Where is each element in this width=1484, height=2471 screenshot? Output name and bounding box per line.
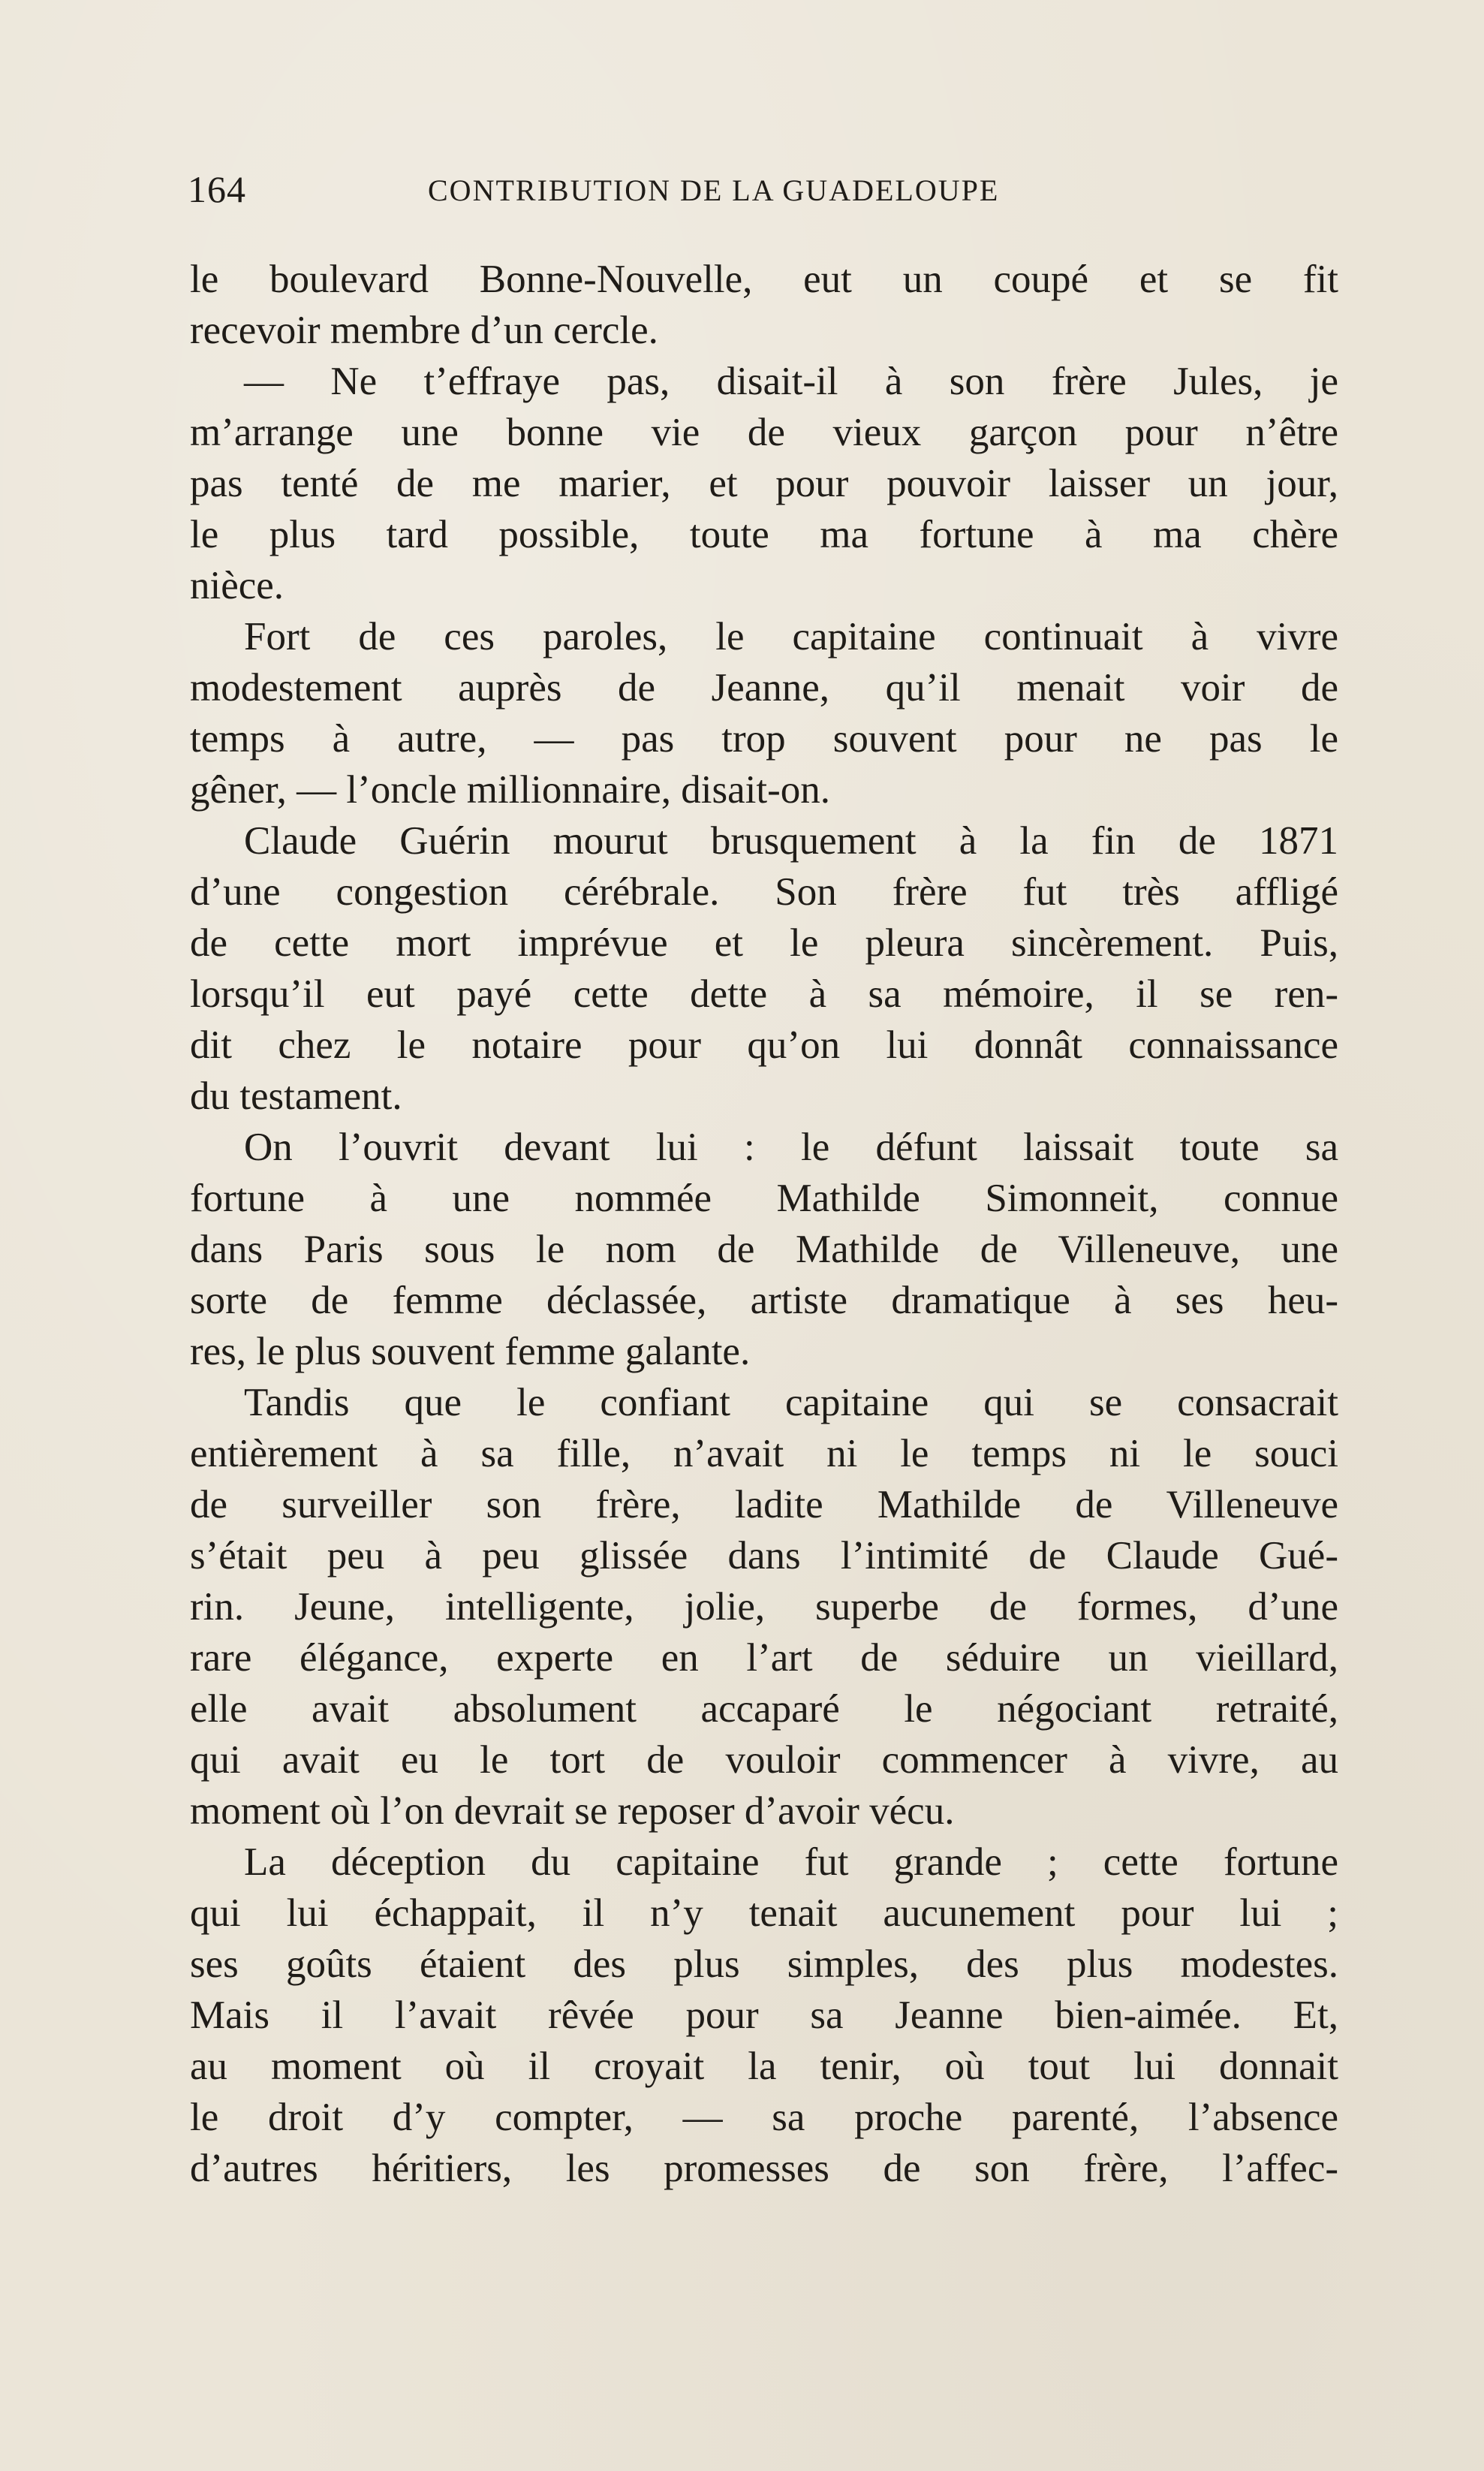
text-line: entièrement à sa fille, n’avait ni le temps ni le souci [190,1432,1338,1475]
text-line: lorsqu’il eut payé cette dette à sa mémoire, il se ren- [190,972,1338,1016]
text-line: ses goûts étaient des plus simples, des plus modestes. [190,1942,1338,1986]
text-line: le droit d’y compter, — sa proche parenté, l’absence [190,2096,1338,2139]
text-line: dit chez le notaire pour qu’on lui donnât connaissance [190,1023,1338,1067]
text-line: d’autres héritiers, les promesses de son frère, l’affec- [190,2147,1338,2190]
text-line: pas tenté de me marier, et pour pouvoir laisser un jour, [190,462,1338,505]
text-line: modestement auprès de Jeanne, qu’il menait voir de [190,666,1338,710]
text-line: Fort de ces paroles, le capitaine continuait à vivre [244,615,1338,658]
text-line: qui avait eu le tort de vouloir commencer à vivre, au [190,1738,1338,1782]
text-line: du testament. [190,1074,402,1118]
text-line: m’arrange une bonne vie de vieux garçon pour n’être [190,411,1338,454]
text-line: gêner, — l’oncle millionnaire, disait-on. [190,768,830,812]
text-line: On l’ouvrit devant lui : le défunt laissait toute sa [244,1126,1338,1169]
text-line: — Ne t’effraye pas, disait-il à son frère Jules, je [244,360,1338,403]
text-line: qui lui échappait, il n’y tenait aucunement pour lui ; [190,1891,1338,1935]
running-head: CONTRIBUTION DE LA GUADELOUPE [428,173,1000,207]
text-line: de cette mort imprévue et le pleura sincèrement. Puis, [190,921,1338,965]
text-line: nièce. [190,564,284,607]
text-line: le plus tard possible, toute ma fortune à ma chère [190,513,1338,556]
text-line: recevoir membre d’un cercle. [190,309,658,352]
page-number: 164 [188,168,246,210]
text-line: Mais il l’avait rêvée pour sa Jeanne bien-aimée. Et, [190,1993,1338,2037]
text-line: sorte de femme déclassée, artiste dramatique à ses heu- [190,1279,1338,1322]
text-line: elle avait absolument accaparé le négociant retraité, [190,1687,1338,1731]
text-line: le boulevard Bonne-Nouvelle, eut un coupé et se fit [190,258,1338,301]
text-line: Claude Guérin mourut brusquement à la fin de 1871 [244,819,1338,863]
text-line: d’une congestion cérébrale. Son frère fut très affligé [190,870,1338,914]
text-line: fortune à une nommée Mathilde Simonneit, connue [190,1177,1338,1220]
text-line: res, le plus souvent femme galante. [190,1330,751,1373]
text-line: de surveiller son frère, ladite Mathilde de Villeneuve [190,1483,1338,1526]
text-line: Tandis que le confiant capitaine qui se consacrait [244,1381,1338,1424]
text-line: rare élégance, experte en l’art de séduire un vieillard, [190,1636,1338,1680]
text-line: s’était peu à peu glissée dans l’intimité de Claude Gué- [190,1534,1338,1578]
text-line: La déception du capitaine fut grande ; cette fortune [244,1840,1338,1884]
text-line: moment où l’on devrait se reposer d’avoir vécu. [190,1789,955,1833]
page-header [188,167,1340,212]
body-text [190,254,1338,2194]
text-line: temps à autre, — pas trop souvent pour ne pas le [190,717,1338,761]
text-line: rin. Jeune, intelligente, jolie, superbe de formes, d’une [190,1585,1338,1629]
text-line: dans Paris sous le nom de Mathilde de Villeneuve, une [190,1228,1338,1271]
text-line: au moment où il croyait la tenir, où tout lui donnait [190,2045,1338,2088]
